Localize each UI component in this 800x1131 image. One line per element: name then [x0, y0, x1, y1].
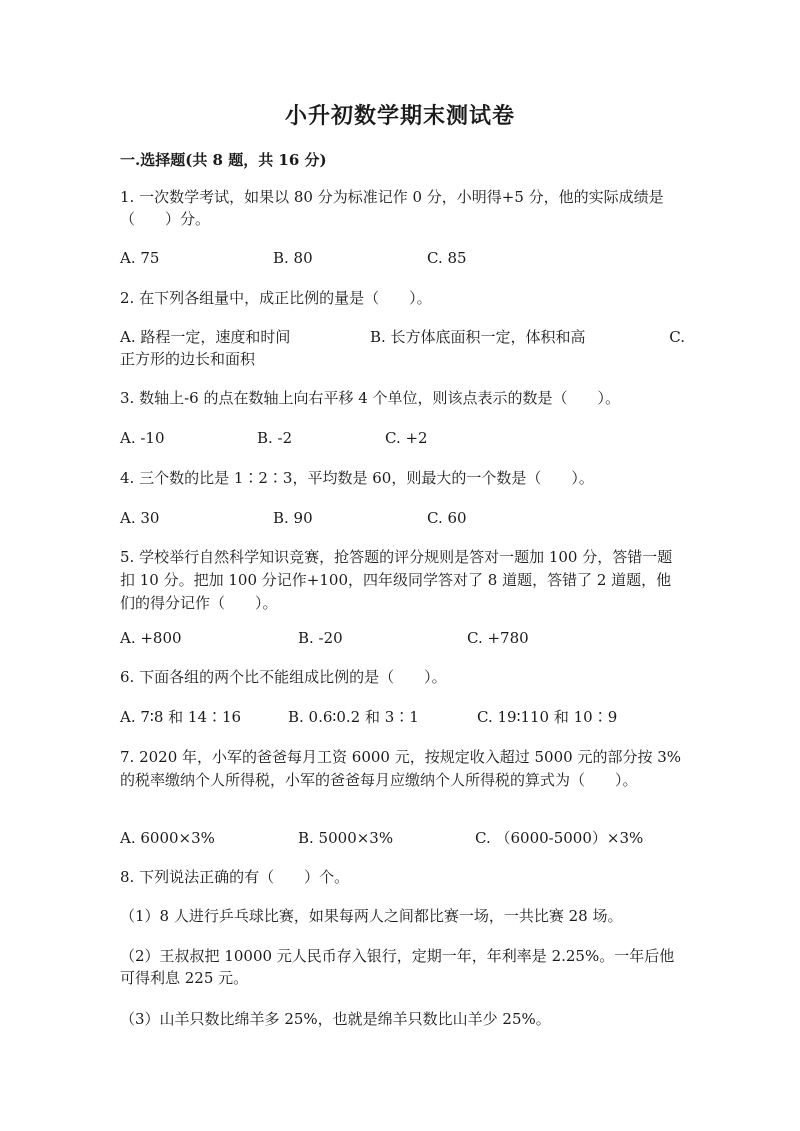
option-c: C. 19∶110 和 10∶9	[477, 708, 618, 726]
question-8-statement-3: （3）山羊只数比绵羊多 25%，也就是绵羊只数比山羊少 25%。	[120, 1010, 551, 1028]
question-7-stem: 7. 2020 年，小军的爸爸每月工资 6000 元，按规定收入超过 5000 元的部分按 3%的税率缴纳个人所得税，小军的爸爸每月应缴纳个人所得税的算式为（ ）。	[120, 748, 682, 789]
option-b: B. 5000×3%	[298, 829, 394, 847]
option-b: B. 长方体底面积一定，体积和高	[370, 328, 586, 346]
question-3-options	[120, 427, 685, 449]
option-a: A. 75	[120, 249, 160, 267]
question-6-stem: 6. 下面各组的两个比不能组成比例的是（ ）。	[120, 668, 447, 686]
question-4-stem: 4. 三个数的比是 1∶2∶3，平均数是 60，则最大的一个数是（ ）。	[120, 469, 594, 487]
page-title: 小升初数学期末测试卷	[284, 103, 515, 129]
question-1-stem: 1. 一次数学考试，如果以 80 分为标准记作 0 分，小明得+5 分，他的实际成绩是（ ）分。	[120, 188, 664, 228]
option-b: B. -20	[298, 629, 343, 647]
question-1-options	[120, 247, 685, 269]
option-c: C. +2	[385, 429, 428, 447]
option-b: B. 0.6∶0.2 和 3∶1	[288, 708, 419, 726]
question-5-options	[120, 627, 685, 649]
option-c: C. +780	[467, 629, 529, 647]
question-2-option-c-continued	[120, 348, 685, 370]
question-8-statement-2: （2）王叔叔把 10000 元人民币存入银行，定期一年，年利率是 2.25%。一年后他可得利息 225 元。	[120, 947, 675, 987]
question-3-stem: 3. 数轴上-6 的点在数轴上向右平移 4 个单位，则该点表示的数是（ ）。	[120, 389, 621, 407]
option-a: A. 路程一定，速度和时间	[120, 328, 291, 346]
option-a: A. 30	[120, 509, 160, 527]
option-a: A. -10	[120, 429, 165, 447]
option-c-text: 正方形的边长和面积	[120, 350, 256, 368]
option-c: C.	[669, 328, 685, 346]
option-c: C. 85	[427, 249, 467, 267]
option-a: A. 6000×3%	[120, 829, 215, 847]
question-2-stem: 2. 在下列各组量中，成正比例的量是（ ）。	[120, 289, 432, 307]
option-b: B. 90	[273, 509, 313, 527]
question-8-statement-1: （1）8 人进行乒乓球比赛，如果每两人之间都比赛一场，一共比赛 28 场。	[120, 907, 623, 925]
option-b: B. 80	[273, 249, 313, 267]
option-c: C. （6000-5000）×3%	[475, 829, 644, 847]
question-8-stem: 8. 下列说法正确的有（ ）个。	[120, 868, 350, 886]
option-c: C. 60	[427, 509, 467, 527]
option-a: A. 7∶8 和 14∶16	[120, 708, 242, 726]
option-b: B. -2	[257, 429, 293, 447]
question-2-options	[120, 326, 685, 348]
option-a: A. +800	[120, 629, 182, 647]
question-4-options	[120, 507, 685, 529]
question-6-options	[120, 706, 685, 728]
section-heading: 一.选择题(共 8 题，共 16 分)	[120, 151, 327, 169]
question-7-options	[120, 827, 685, 849]
question-5-stem: 5. 学校举行自然科学知识竞赛，抢答题的评分规则是答对一题加 100 分，答错一题扣 10 分。把加 100 分记作+100，四年级同学答对了 8 道题，答错了 2 道题，他们的得分记作（ ）。	[120, 548, 673, 612]
